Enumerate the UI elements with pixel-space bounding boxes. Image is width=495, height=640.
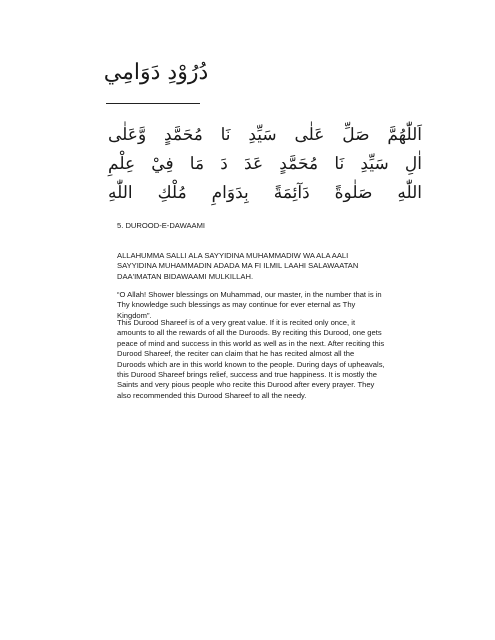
arabic-heading: دُرُوْدِ دَوَامِي xyxy=(103,60,209,85)
translation-paragraph: “O Allah! Shower blessings on Muhammad, our master, in the number that is in Thy knowledge such blessings as may continue for ever eternal as Thy Kingdom”. xyxy=(117,290,382,320)
arabic-verse-line-1: اَللّٰهُمَّ صَلِّ عَلٰى سَيِّدِ نَا مُحَمَّدٍ وَّعَلٰى xyxy=(108,125,422,145)
transliteration-paragraph: ALLAHUMMA SALLI ALA SAYYIDINA MUHAMMADIW WA ALA AALI SAYYIDINA MUHAMMADIN ADADA MA FI ILMIL LAAHI SALAWAATAN DAA'IMATAN BIDAWAAMI MULKILLAH. xyxy=(117,251,359,281)
arabic-verse-line-2: اٰلِ سَيِّدِ نَا مُحَمَّدٍ عَدَ دَ مَا فِيْ عِلْمِ xyxy=(108,154,422,174)
heading-underline xyxy=(106,103,200,104)
description-paragraph: This Durood Shareef is of a very great value. If it is recited only once, it amounts to all the rewards of all the Duroods. By reciting this Durood, one gets peace of mind and success in this world as well as in the next. After reciting this Durood Shareef, the reciter can claim that he has recited almost all the Duroods which are in this world known to the people. During days of upheavals, this Durood Shareef brings relief, success and true happiness. It is mostly the Saints and very pious people who recite this Durood after every prayer. They also recommended this Durood Shareef to all the needy. xyxy=(117,318,385,400)
arabic-verse-line-3: اللّٰهِ صَلٰوةً دَآئِمَةً بِدَوَامِ مُلْكِ اللّٰهِ xyxy=(108,183,422,203)
section-title: 5. DUROOD-E-DAWAAMI xyxy=(117,221,206,230)
